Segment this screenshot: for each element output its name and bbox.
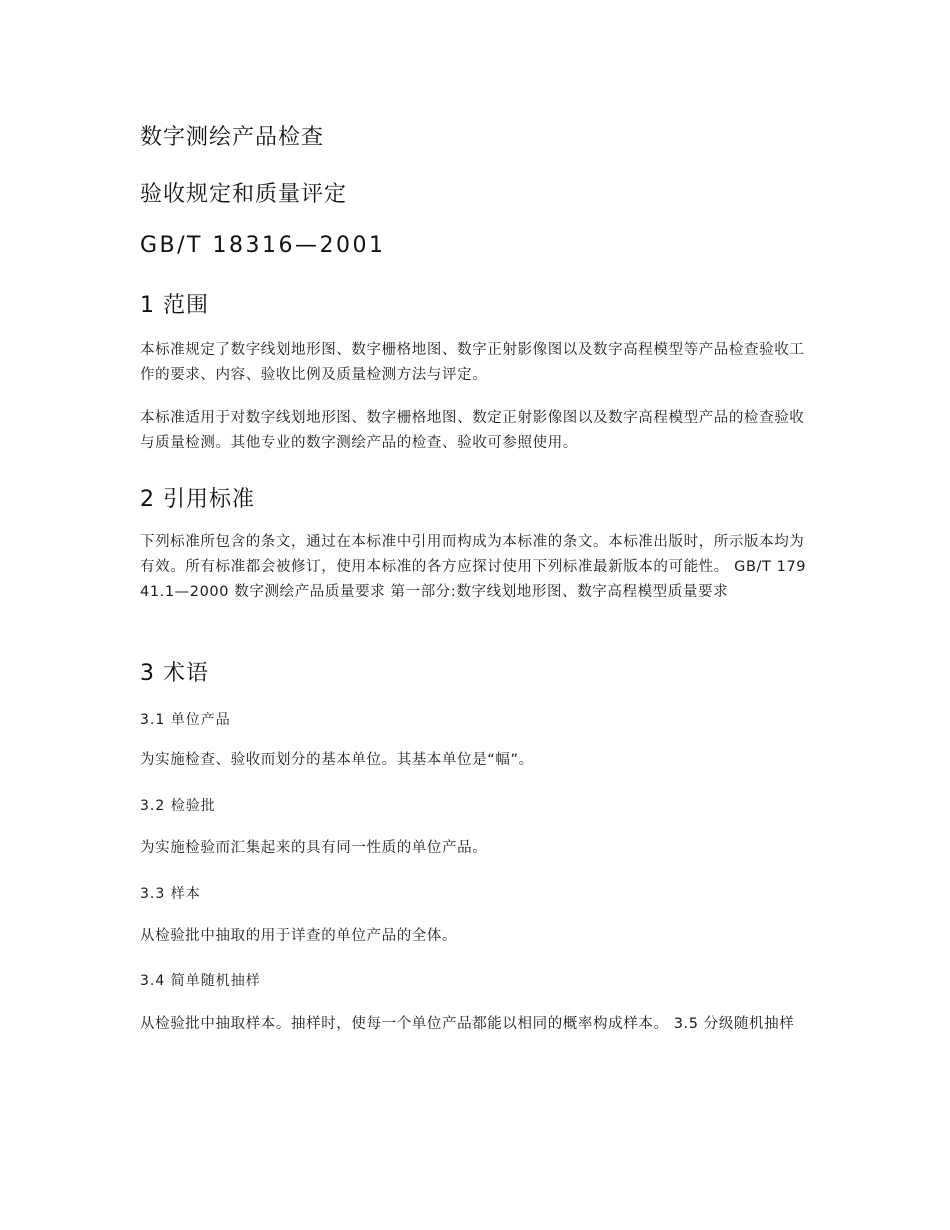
- section-2-heading: 2 引用标准: [140, 487, 255, 512]
- term-3-2-text: 为实施检验而汇集起来的具有同一性质的单位产品。: [140, 840, 488, 856]
- term-3-1-text: 为实施检查、验收而划分的基本单位。其基本单位是“幅”。: [140, 752, 534, 768]
- term-3-4-heading: 3.4 简单随机抽样: [140, 973, 261, 989]
- term-3-3-text: 从检验批中抽取的用于详查的单位产品的全体。: [140, 928, 458, 944]
- section-3-heading: 3 术语: [140, 661, 209, 686]
- section-2-paragraph-1: 下列标准所包含的条文，通过在本标准中引用而构成为本标准的条文。本标准出版时，所示版本均为有效。所有标准都会被修订，使用本标准的各方应探讨使用下列标准最新版本的可能性。 GB/T 17941.1—2000 数字测绘产品质量要求 第一部分:数字线划地形图、数字高程模型质量要求: [140, 534, 807, 600]
- term-3-4-text: 从检验批中抽取样本。抽样时，使每一个单位产品都能以相同的概率构成样本。 3.5 分级随机抽样: [140, 1016, 795, 1032]
- document-title-line-2: 验收规定和质量评定: [140, 182, 348, 207]
- term-3-2-heading: 3.2 检验批: [140, 798, 216, 814]
- section-1-paragraph-2: 本标准适用于对数字线划地形图、数字栅格地图、数定正射影像图以及数字高程模型产品的检查验收与质量检测。其他专业的数字测绘产品的检查、验收可参照使用。: [140, 410, 805, 451]
- document-title-line-1: 数字测绘产品检查: [140, 125, 325, 150]
- standard-number: GB/T 18316—2001: [140, 233, 386, 258]
- term-3-3-heading: 3.3 样本: [140, 886, 201, 902]
- section-1-heading: 1 范围: [140, 293, 209, 318]
- section-1-paragraph-1: 本标准规定了数字线划地形图、数字栅格地图、数字正射影像图以及数字高程模型等产品检查验收工作的要求、内容、验收比例及质量检测方法与评定。: [140, 342, 805, 383]
- term-3-1-heading: 3.1 单位产品: [140, 712, 231, 728]
